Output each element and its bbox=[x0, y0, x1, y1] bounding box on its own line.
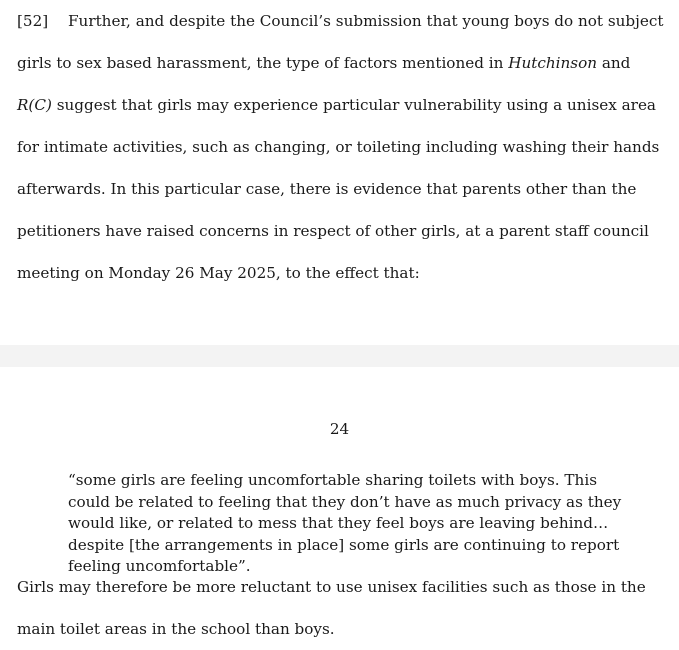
paragraph-text-part3: suggest that girls may experience particular vulnerability using a unisex area for intimate activities, such as changing, or toileting including washing their hands afterwards. In this particular case, there is evidence that parents other than the petitioners have raised concerns in respect of other girls, at a parent staff council meeting on Monday 26 May 2025, to the effect that: bbox=[17, 96, 660, 282]
case-name-r-c: R(C) bbox=[17, 96, 52, 114]
page-number: 24 bbox=[329, 420, 350, 438]
following-paragraph: Girls may therefore be more reluctant to use unisex facilities such as those in the main toilet areas in the school than boys. bbox=[17, 578, 646, 638]
block-quote: “some girls are feeling uncomfortable sharing toilets with boys. This could be related to feeling that they don’t have as much privacy as they would like, or related to mess that they feel boys are leaving behind…despite [the arrangements in place] some girls are continuing to report feeling uncomfortable”. bbox=[68, 471, 622, 575]
paragraph-text-part1: Further, and despite the Council’s submission that young boys do not subject girls to sex based harassment, the type of factors mentioned in bbox=[17, 12, 664, 72]
paragraph-text-part2: and bbox=[597, 54, 631, 72]
paragraph-number: [52] bbox=[17, 12, 49, 30]
document-page-bottom bbox=[0, 367, 679, 649]
page-break-gap bbox=[0, 345, 679, 367]
case-name-hutchinson: Hutchinson bbox=[508, 54, 598, 72]
paragraph-52 bbox=[17, 0, 667, 294]
